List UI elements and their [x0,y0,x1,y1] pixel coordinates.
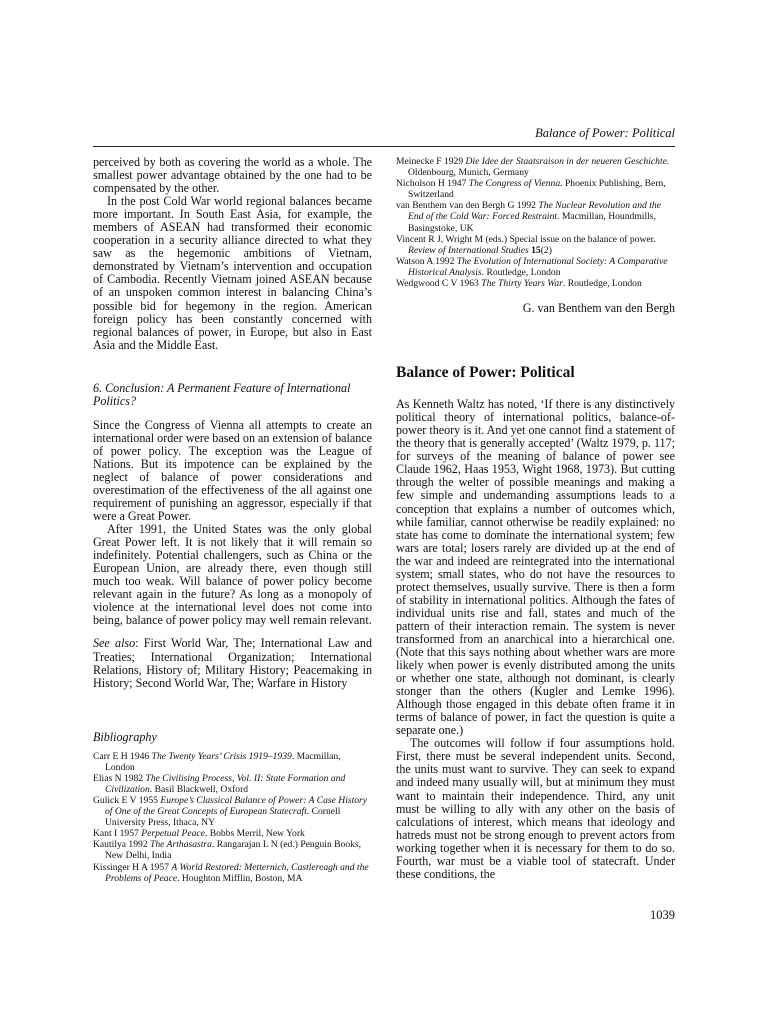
reference-item: Gulick E V 1955 Europe’s Classical Balance of Power: A Case History of One of the Great Concepts of European Statecraft. Cornell University Press, Ithaca, NY [93,795,368,829]
reference-item: Wedgwood C V 1963 The Thirty Years War. Routledge, London [396,278,642,290]
running-head: Balance of Power: Political [535,126,675,140]
section-heading: 6. Conclusion: A Permanent Feature of International Politics? [93,380,351,409]
left-column [93,156,372,884]
bibliography-list-left [93,751,372,884]
paragraph-after-1991: After 1991, the United States was the only global Great Power left. It is not likely that it will remain so indefinitely. Potential challengers, such as China or the European Union, are already there, even though still much too weak. Will balance of power policy become relevant again in the future? As long as a monopoly of violence at the international level does not come into being, balance of power policy may well remain relevant. [93,522,372,628]
reference-item: Kautilya 1992 The Arthasastra. Rangarajan L N (ed.) Penguin Books, New Delhi, India [93,839,362,862]
page-number: 1039 [650,908,675,922]
header-rule [93,146,675,147]
reference-item: Kant I 1957 Perpetual Peace. Bobbs Merril, New York [93,828,305,840]
reference-item: Meinecke F 1929 Die Idee der Staatsraison in der neueren Geschichte. Oldenbourg, Munich, Germany [396,156,670,179]
see-also-text: : First World War, The; International Law and Treaties; International Organization; International Relations, History of; Military History; Peacemaking in History; Second World War, The; Warfare in History [93,636,372,690]
reference-item: Watson A 1992 The Evolution of International Society: A Comparative Historical Analysis. Routledge, London [396,255,668,278]
see-also [93,637,372,689]
paragraph-post-cold-war: In the post Cold War world regional balances became more important. In South East Asia, for example, the members of ASEAN had transformed their economic cooperation in a security alliance directed to what they saw as the hegemonic ambitions of Vietnam, demonstrated by Vietnam’s intervention and occupation of Cambodia. Recently Vietnam joined ASEAN because of an unspoken common interest in balancing China’s possible bid for hegemony in the region. American foreign policy has been constantly concerned with regional balances of power, in Europe, but also in East Asia and the Middle East. [93,194,372,352]
article-author: G. van Benthem van den Bergh [522,301,675,316]
reference-item: van Benthem van den Bergh G 1992 The Nuclear Revolution and the End of the Cold War: Forced Restraint. Macmillan, Houndmills, Basingstoke, UK [396,200,661,234]
reference-item: Carr E H 1946 The Twenty Years’ Crisis 1919–1939. Macmillan, London [93,750,341,773]
bibliography-list-right [396,156,675,289]
bibliography-heading: Bibliography [93,729,157,744]
reference-item: Vincent R J, Wright M (eds.) Special issue on the balance of power. Review of International Studies 15(2) [396,233,656,256]
paragraph-continued: perceived by both as covering the world as a whole. The smallest power advantage obtained by the one had to be compensated by the other. [93,155,372,196]
article-title: Balance of Power: Political [396,364,575,382]
see-also-label: See also [93,636,136,651]
paragraph-outcomes: The outcomes will follow if four assumptions hold. First, there must be several independent units. Second, the units must want to survive. They can seek to expand and indeed many usually will, but at minimum they must want to maintain their independence. Third, any unit must be willing to ally with any other on the basis of calculations of interest, which means that ideology and hatreds must not be strong enough to prevent actors from working together when it is necessary for them to do so. Fourth, war must be a viable tool of statecraft. Under these conditions, the [396,736,675,881]
right-column [396,156,675,881]
reference-item: Nicholson H 1947 The Congress of Vienna. Phoenix Publishing, Bern, Switzerland [396,178,666,201]
reference-item: Elias N 1982 The Civilising Process, Vol. II: State Formation and Civilization. Basil Blackwell, Oxford [93,772,346,795]
reference-item: Kissinger H A 1957 A World Restored: Metternich, Castlereagh and the Problems of Peace. Houghton Mifflin, Boston, MA [93,861,369,884]
paragraph-waltz: As Kenneth Waltz has noted, ‘If there is any distinctively political theory of international politics, balance-of-power theory is it. And yet one cannot find a statement of the theory that is generally accepted’ (Waltz 1979, p. 117; for surveys of the meaning of balance of power see Claude 1962, Haas 1953, Wight 1968, 1973). But cutting through the welter of possible meanings and making a few simple and undemanding assumptions leads to a conception that explains a number of outcomes which, while familiar, cannot otherwise be readily explained: no state has come to dominate the international system; few wars are total; losers rarely are divided up at the end of the war and indeed are reintegrated into the international system; small states, who do not have the resources to protect themselves, usually survive. There is then a form of stability in international politics. Although the fates of individual units rise and fall, states and much of the pattern of their interaction remain. The system is never transformed from an anarchical into a hierarchical one. (Note that this says nothing about whether wars are more likely when power is evenly distributed among the units or whether one state, although not dominant, is clearly stonger than the others (Kugler and Lemke 1996). Although those engaged in this debate often frame it in terms of balance of power, in fact the question is quite a separate one.) [396,397,675,738]
paragraph-congress: Since the Congress of Vienna all attempts to create an international order were based on an extension of balance of power policy. The exception was the League of Nations. But its impotence can be explained by the neglect of balance of power considerations and overestimation of the effectiveness of the all against one requirement of punishing an aggressor, especially if that were a Great Power. [93,417,372,524]
